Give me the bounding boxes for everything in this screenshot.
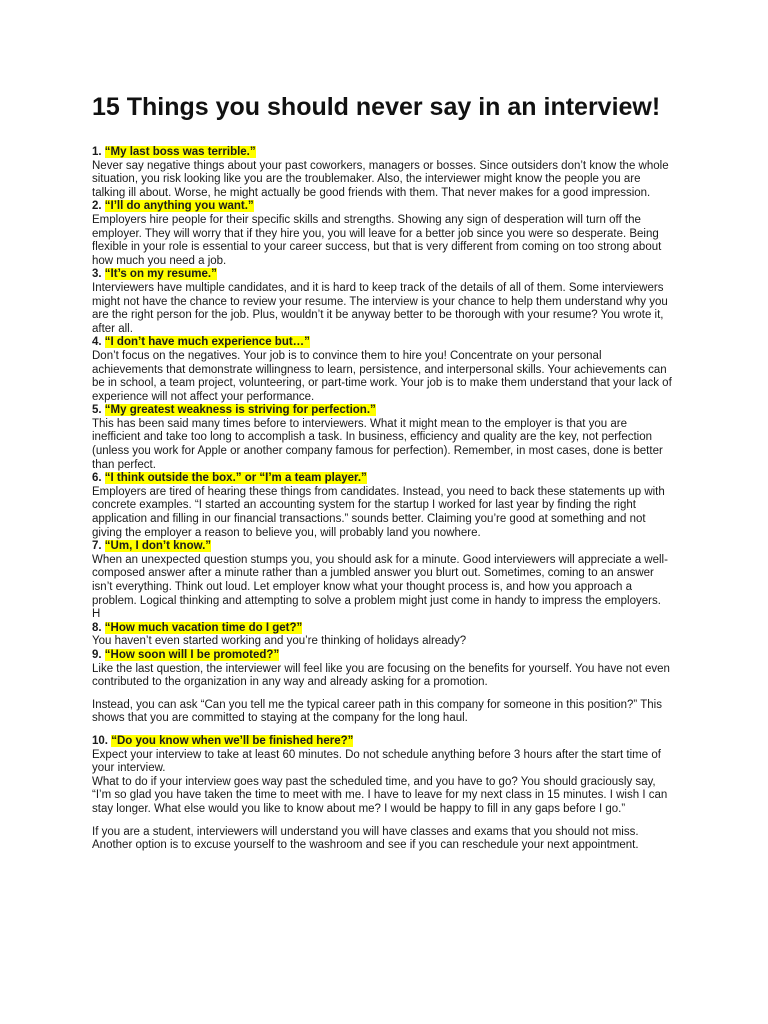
item-body: When an unexpected question stumps you, you should ask for a minute. Good interviewers will appreciate a well-composed answer after a minute rather than a jumbled answer you blurt out. Sometimes, coming to an answer isn’t everything. Think out loud. Let employer know what your thought process is, and how you approach a problem. Logical thinking and attempting to solve a problem might just come in handy to impress the employers. H	[92, 553, 668, 621]
item-heading	[92, 200, 672, 214]
item-quote: “I don’t have much experience but…”	[104, 336, 310, 349]
item-number: 1.	[92, 146, 102, 158]
item-body: Expect your interview to take at least 60 minutes. Do not schedule anything before 3 hours after the start time of your interview.	[92, 748, 661, 775]
page-title: 15 Things you should never say in an interview!	[92, 93, 661, 121]
list-item	[92, 146, 672, 200]
item-quote: “Um, I don’t know.”	[104, 540, 212, 553]
item-heading	[92, 146, 672, 160]
list-item	[92, 404, 672, 472]
item-heading	[92, 540, 672, 554]
list-item	[92, 649, 672, 726]
list-item	[92, 268, 672, 336]
item-number: 4.	[92, 336, 102, 349]
item-heading	[92, 404, 672, 418]
item-quote: “It’s on my resume.”	[104, 268, 217, 281]
item-body: Never say negative things about your past coworkers, managers or bosses. Since outsiders don’t know the whole situation, you risk looking like you are the troublemaker. Also, the interviewer might know the people you are talking ill about. Worse, he might actually be good friends with them. That never makes for a good impression.	[92, 159, 669, 199]
item-quote: “How much vacation time do I get?”	[104, 621, 303, 634]
item-heading	[92, 735, 672, 749]
item-number: 2.	[92, 200, 102, 213]
item-quote: “I’ll do anything you want.”	[104, 200, 254, 213]
item-body: Don’t focus on the negatives. Your job is to convince them to hire you! Concentrate on your personal achievements that demonstrate willingness to learn, persistence, and interpersonal skills. Your achievements can be in school, a team project, volunteering, or part-time work. Your job is to make them understand that your lack of experience will not affect your performance.	[92, 349, 672, 403]
list-item	[92, 735, 672, 853]
item-number: 9.	[92, 648, 102, 661]
item-quote: “I think outside the box.” or “I’m a team player.”	[104, 472, 367, 485]
item-body: Employers are tired of hearing these things from candidates. Instead, you need to back these statements up with concrete examples. “I started an accounting system for the startup I worked for last year by finding the right application and filling in our financial transactions.” sounds better. Claiming you’re good at something and not giving the employer a reason to believe you, will probably land you nowhere.	[92, 485, 665, 539]
item-quote: “How soon will I be promoted?”	[104, 648, 280, 661]
item-body: Like the last question, the interviewer will feel like you are focusing on the benefits for yourself. You have not even contributed to the organization in any way and already asking for a promotion.	[92, 662, 670, 689]
list-item	[92, 200, 672, 268]
item-heading	[92, 268, 672, 282]
list-item	[92, 622, 672, 649]
item-quote: “My last boss was terrible.”	[104, 146, 256, 158]
item-body: Employers hire people for their specific skills and strengths. Showing any sign of desperation will turn off the employer. They will worry that if they hire you, you will leave for a better job since you were so desperate. Being flexible in your role is essential to your career success, but that is very different from coming on too strong about how much you need a job.	[92, 213, 662, 267]
item-body: If you are a student, interviewers will understand you will have classes and exams that you should not miss. Another option is to excuse yourself to the washroom and see if you can reschedule your next appointment.	[92, 825, 639, 852]
item-body: This has been said many times before to interviewers. What it might mean to the employer is that you are inefficient and take too long to accomplish a task. In business, efficiency and quality are the key, not perfection (unless you work for Apple or another company famous for perfection). Remember, in most cases, done is better than perfect.	[92, 417, 663, 471]
item-number: 10.	[92, 734, 108, 747]
item-body: You haven’t even started working and you’re thinking of holidays already?	[92, 635, 467, 648]
item-number: 7.	[92, 540, 102, 553]
list-item	[92, 540, 672, 622]
item-quote: “Do you know when we’ll be finished here?”	[111, 734, 354, 747]
item-number: 8.	[92, 621, 102, 634]
item-heading	[92, 649, 672, 663]
item-heading	[92, 336, 672, 350]
item-heading	[92, 622, 672, 636]
item-body: Instead, you can ask “Can you tell me the typical career path in this company for someone in this position?” This shows that you are committed to staying at the company for the long haul.	[92, 698, 662, 725]
item-number: 6.	[92, 472, 102, 485]
item-number: 3.	[92, 268, 102, 281]
item-quote: “My greatest weakness is striving for perfection.”	[104, 404, 376, 417]
item-number: 5.	[92, 404, 102, 417]
item-body: Interviewers have multiple candidates, and it is hard to keep track of the details of all of them. Some interviewers might not have the chance to review your resume. The interview is your chance to help them understand why you are the right person for the job. Plus, wouldn’t it be anyway better to be thorough with your resume? You wrote it, after all.	[92, 281, 668, 335]
list-item	[92, 472, 672, 540]
item-heading	[92, 472, 672, 486]
list-item	[92, 336, 672, 404]
item-body: What to do if your interview goes way past the scheduled time, and you have to go? You should graciously say, “I’m so glad you have taken the time to meet with me. I have to leave for my next class in 15 minutes. I wish I can stay longer. What else would you like to know about me? I would be happy to fill in any gaps before I go.”	[92, 775, 668, 815]
